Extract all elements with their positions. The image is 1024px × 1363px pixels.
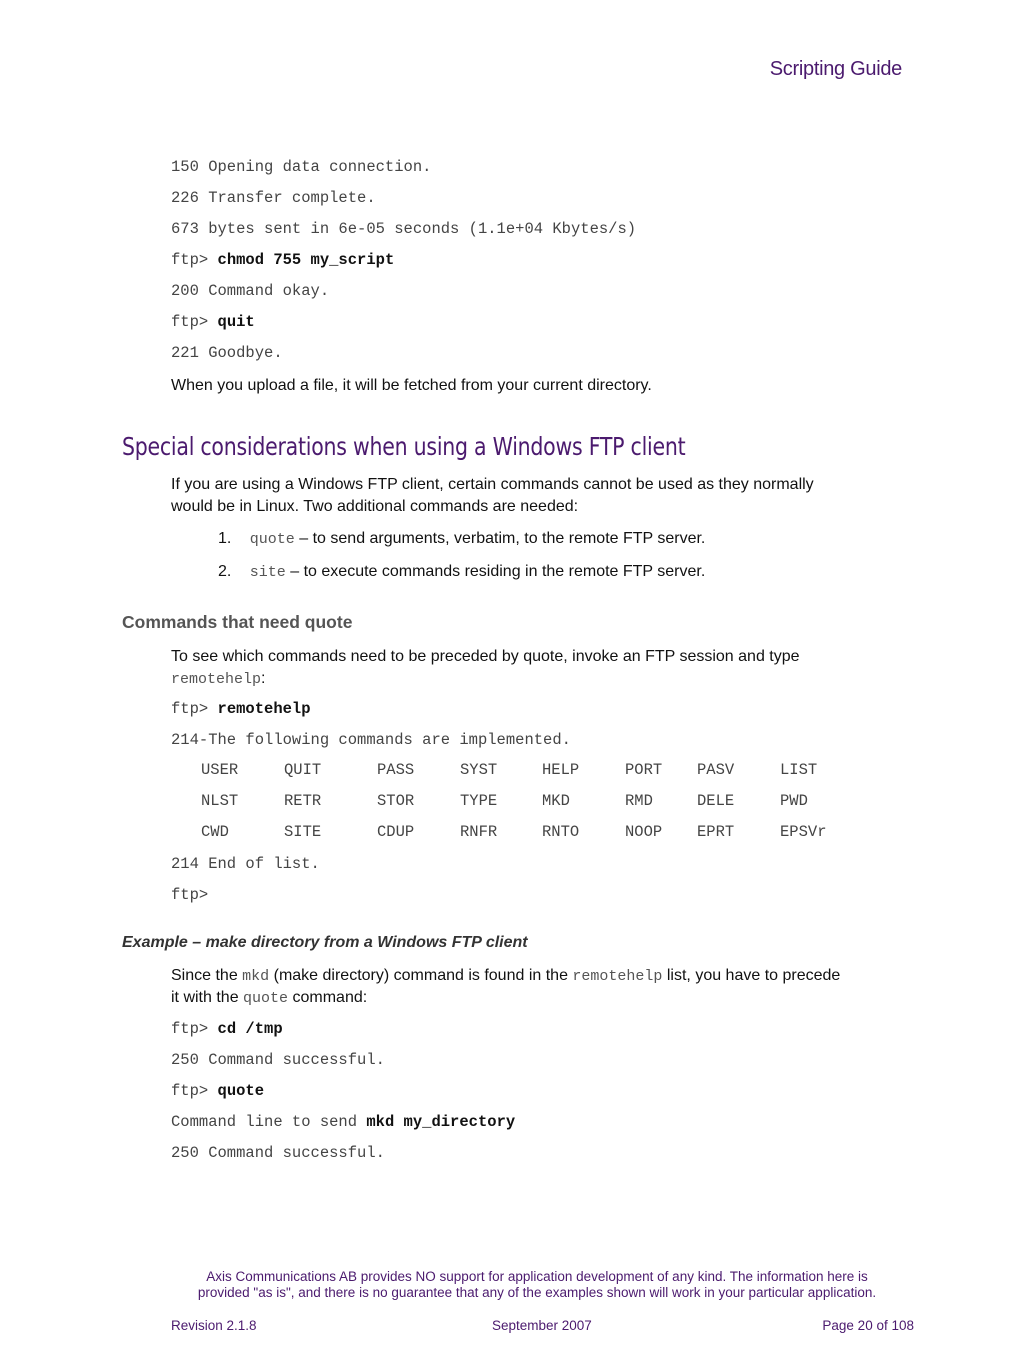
command-cell: STOR	[377, 792, 415, 810]
line-text: Command line to send	[171, 1113, 367, 1131]
command-cell: NLST	[201, 792, 239, 810]
command-cell: PWD	[780, 792, 808, 810]
terminal-line	[171, 220, 636, 238]
command-cell: USER	[201, 761, 239, 779]
line-text: 200 Command okay.	[171, 282, 330, 300]
para-text: (make directory) command is found in the	[269, 967, 573, 984]
command-cell: CDUP	[377, 823, 415, 841]
footer-page-number: Page 20 of 108	[822, 1318, 914, 1333]
terminal-line	[171, 700, 311, 718]
colon-text: :	[261, 670, 266, 687]
terminal-line	[171, 1051, 385, 1069]
para-text: list, you have to precede	[662, 967, 841, 984]
line-command: remotehelp	[217, 700, 311, 718]
command-cell: MKD	[542, 792, 570, 810]
line-text: 673 bytes sent in 6e-05 seconds (1.1e+04 Kbytes/s)	[171, 220, 637, 238]
terminal-line	[171, 1144, 385, 1162]
example-para-line1	[171, 965, 840, 988]
line-command: quit	[217, 313, 255, 331]
line-text: 250 Command successful.	[171, 1051, 385, 1069]
inline-code: remotehelp	[572, 968, 663, 985]
line-text: 226 Transfer complete.	[171, 189, 376, 207]
terminal-line	[171, 189, 376, 207]
command-cell: RETR	[284, 792, 322, 810]
line-command: mkd my_directory	[366, 1113, 516, 1131]
footer-date: September 2007	[492, 1318, 592, 1333]
terminal-line: 214-The following commands are implemented.	[171, 731, 571, 749]
subsection-heading: Commands that need quote	[122, 612, 353, 632]
command-cell: NOOP	[625, 823, 663, 841]
terminal-line: ftp>	[171, 886, 209, 904]
terminal-line	[171, 313, 255, 331]
command-cell: CWD	[201, 823, 229, 841]
footer-revision: Revision 2.1.8	[171, 1318, 257, 1333]
list-number: 2.	[218, 563, 232, 580]
section-intro-line2: would be in Linux. Two additional commands are needed:	[171, 498, 579, 515]
example-heading: Example – make directory from a Windows FTP client	[122, 934, 528, 951]
para-text: command:	[288, 989, 368, 1006]
section-heading: Special considerations when using a Windows FTP client	[122, 432, 686, 461]
line-text: 221 Goodbye.	[171, 344, 283, 362]
line-command: chmod 755 my_script	[217, 251, 395, 269]
list-code: site	[249, 564, 286, 581]
subsection-intro-line2	[171, 668, 265, 691]
command-cell: RMD	[625, 792, 653, 810]
command-cell: RNTO	[542, 823, 580, 841]
example-para-line2	[171, 987, 367, 1010]
line-text: ftp>	[171, 1082, 218, 1100]
inline-code: remotehelp	[171, 671, 262, 688]
command-cell: TYPE	[460, 792, 498, 810]
terminal-line	[171, 344, 283, 362]
command-cell: DELE	[697, 792, 735, 810]
command-cell: SITE	[284, 823, 322, 841]
terminal-line	[171, 282, 329, 300]
para-text: it with the	[171, 989, 244, 1006]
terminal-line	[171, 1113, 515, 1131]
line-text: 250 Command successful.	[171, 1144, 385, 1162]
command-cell: QUIT	[284, 761, 322, 779]
terminal-line	[171, 251, 394, 269]
list-text: – to send arguments, verbatim, to the remote FTP server.	[294, 530, 706, 547]
para-text: Since the	[171, 967, 243, 984]
command-cell: PORT	[625, 761, 663, 779]
footer-disclaimer-line2: provided "as is", and there is no guarantee that any of the examples shown will work in your particular application.	[197, 1285, 877, 1300]
command-cell: EPRT	[697, 823, 735, 841]
command-cell: EPSVr	[780, 823, 827, 841]
list-item	[218, 561, 705, 584]
footer-disclaimer	[0, 1269, 1024, 1301]
header-title: Scripting Guide	[769, 58, 902, 80]
command-cell: SYST	[460, 761, 498, 779]
line-text: ftp>	[171, 251, 218, 269]
footer-disclaimer-line1: Axis Communications AB provides NO support for application development of any kind. The information here is	[206, 1269, 868, 1284]
prompt-text: ftp>	[171, 700, 218, 718]
terminal-line	[171, 1020, 283, 1038]
line-text: 150 Opening data connection.	[171, 158, 432, 176]
line-text: ftp>	[171, 1020, 218, 1038]
list-number: 1.	[218, 530, 232, 547]
terminal-line	[171, 1082, 264, 1100]
line-command: cd /tmp	[217, 1020, 283, 1038]
inline-code: mkd	[242, 968, 270, 985]
command-cell: PASS	[377, 761, 415, 779]
list-code: quote	[249, 531, 295, 548]
terminal-line: 214 End of list.	[171, 855, 320, 873]
line-text: ftp>	[171, 313, 218, 331]
list-item	[218, 528, 705, 551]
subsection-intro-line1: To see which commands need to be preceded by quote, invoke an FTP session and type	[171, 648, 800, 665]
command-cell: RNFR	[460, 823, 498, 841]
command-cell: HELP	[542, 761, 580, 779]
list-text: – to execute commands residing in the remote FTP server.	[285, 563, 706, 580]
command-cell: LIST	[780, 761, 818, 779]
terminal-line	[171, 158, 431, 176]
command-cell: PASV	[697, 761, 735, 779]
upload-note: When you upload a file, it will be fetched from your current directory.	[171, 377, 652, 394]
section-intro-line1: If you are using a Windows FTP client, certain commands cannot be used as they normally	[171, 476, 814, 493]
inline-code: quote	[243, 990, 289, 1007]
line-command: quote	[217, 1082, 265, 1100]
